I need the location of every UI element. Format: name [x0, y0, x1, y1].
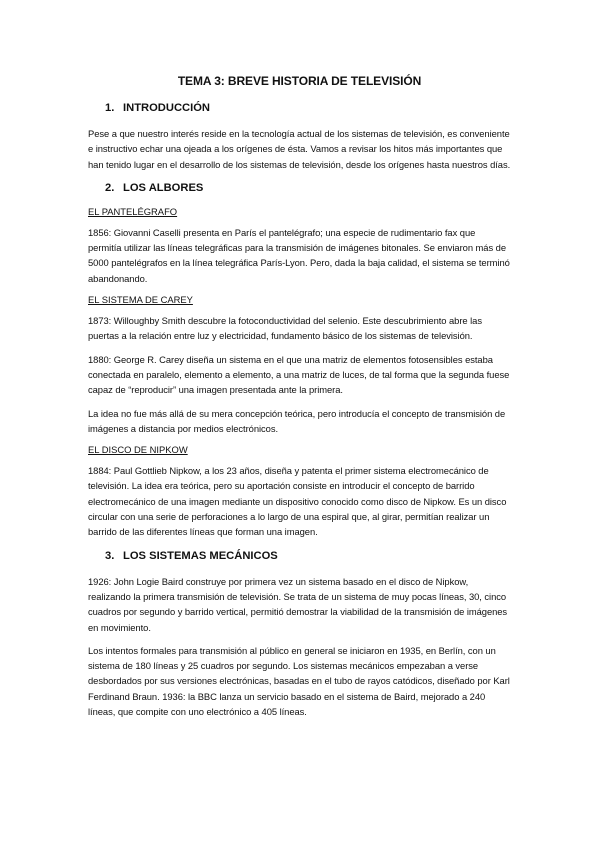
section-title: LOS ALBORES — [123, 181, 204, 194]
section-number: 3. — [105, 549, 115, 562]
subsection-title-carey: EL SISTEMA DE CAREY — [88, 294, 193, 306]
paragraph: La idea no fue más allá de su mera concepción teórica, pero introducía el concepto de transmisión de imágenes a distancia por medios electrónicos. — [88, 407, 506, 434]
section-number: 2. — [105, 181, 115, 194]
section-number: 1. — [105, 102, 115, 114]
paragraph: 1873: Willoughby Smith descubre la fotoconductividad del selenio. Este descubrimiento abre las puertas a la relación entre luz y electricidad, fundamento básico de los sistemas de televisión. — [88, 315, 482, 342]
paragraph: Pese a que nuestro interés reside en la tecnología actual de los sistemas de televisión, es conveniente e instructivo echar una ojeada a los orígenes de ésta. Vamos a revisar los hitos más importantes que han tenido lugar en el desarrollo de los sistemas de televisión, desde los orígenes hasta nuestros días. — [88, 128, 511, 170]
section-heading-introduccion — [88, 102, 511, 114]
document-title: TEMA 3: BREVE HISTORIA DE TELEVISIÓN — [177, 74, 422, 88]
paragraph: 1884: Paul Gottlieb Nipkow, a los 23 años, diseña y patenta el primer sistema electromecánico de televisión. La idea era teórica, pero su aportación consiste en introducir el concepto de barrido electromecánico de una imagen mediante un dispositivo conocido como disco de Nipkow. Es un disco circular con una serie de perforaciones a lo largo de una espiral que, al girar, permitían realizar un barrido de las diferentes líneas que forman una imagen. — [88, 465, 507, 538]
section-heading-albores — [88, 182, 511, 194]
paragraph: Los intentos formales para transmisión al público en general se iniciaron en 1935, en Berlín, con un sistema de 180 líneas y 25 cuadros por segundo. Los sistemas mecánicos empezaban a verse desbordados por sus versiones electrónicas, basadas en el tubo de rayos catódicos, diseñado por Karl Ferdinand Braun. 1936: la BBC lanza un servicio basado en el sistema de Baird, mejorado a 240 líneas, que compite con uno electrónico a 405 líneas. — [88, 644, 510, 718]
paragraph: 1926: John Logie Baird construye por primera vez un sistema basado en el disco de Nipkow, realizando la primera transmisión de televisión. Se trata de un sistema de muy pocas líneas, 30, cinco cuadros por segundo y barrido vertical, permitió demostrar la viabilidad de la transmisión de imágenes en movimiento. — [88, 575, 508, 633]
paragraph: 1856: Giovanni Caselli presenta en París el pantelégrafo; una especie de rudimentario fax que permitía utilizar las líneas telegráficas para la transmisión de imágenes bitonales. Se enviaron más de 5000 pantelégrafos en la línea telegráfica París-Lyon. Pero, dada la baja calidad, el sistema se terminó abandonando. — [88, 226, 510, 284]
section-title: INTRODUCCIÓN — [123, 102, 211, 114]
subsection-title-pantelegrafo: EL PANTELÉGRAFO — [88, 205, 178, 217]
section-heading-sistemas-mecanicos — [88, 550, 511, 562]
paragraph: 1880: George R. Carey diseña un sistema en el que una matriz de elementos fotosensibles estaba conectada en paralelo, elemento a elemento, a una matriz de luces, de tal forma que la segunda fuese capaz de “reproducir” una imagen presentada ante la primera. — [88, 353, 510, 396]
subsection-title-nipkow: EL DISCO DE NIPKOW — [88, 444, 188, 456]
section-title: LOS SISTEMAS MECÁNICOS — [123, 549, 278, 562]
